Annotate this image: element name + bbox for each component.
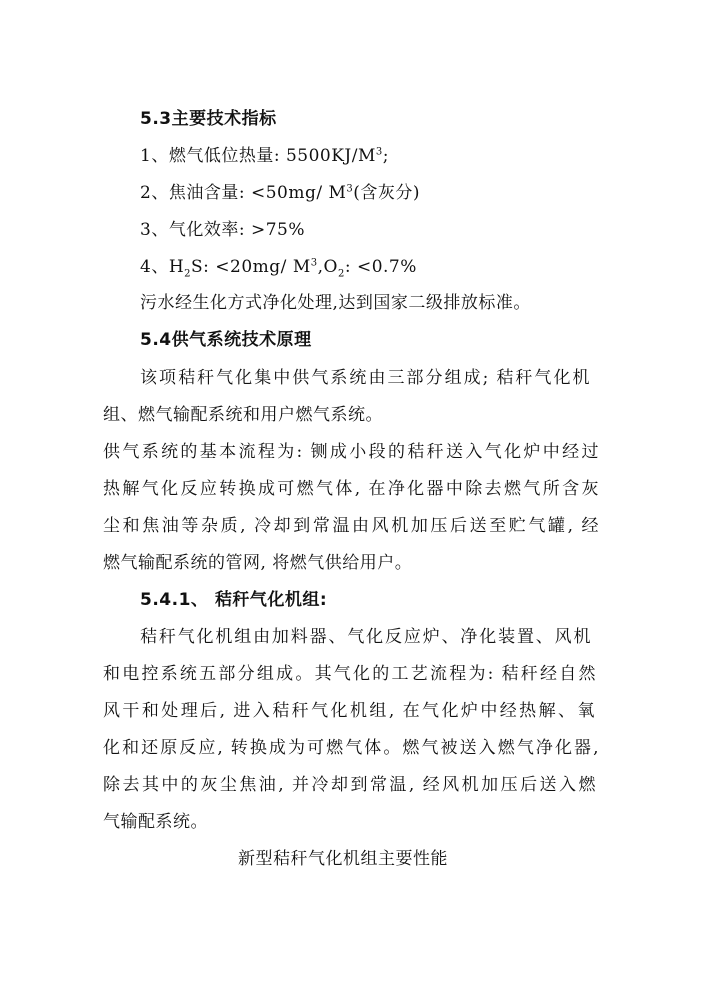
paragraph-line: 组、燃气输配系统和用户燃气系统。 — [103, 405, 383, 425]
spec-tar-content — [140, 182, 420, 204]
paragraph-line: 除去其中的灰尘焦油, 并冷却到常温, 经风机加压后送入燃 — [103, 775, 596, 795]
superscript: 3 — [346, 183, 354, 195]
spec-tar-text: 2、焦油含量: <50mg/ M — [140, 183, 347, 203]
spec-efficiency: 3、气化效率: >75% — [140, 220, 305, 240]
paragraph-line: 化和还原反应, 转换成为可燃气体。燃气被送入燃气净化器, — [103, 738, 599, 758]
spec-heat-value-suffix: ; — [382, 146, 389, 166]
spec-h2s-b: S: <20mg/ M — [191, 257, 311, 277]
paragraph-line: 气输配系统。 — [103, 812, 208, 832]
section-5-4-1-heading: 5.4.1、 秸秆气化机组: — [140, 590, 328, 610]
paragraph-line: 该项秸秆气化集中供气系统由三部分组成; 秸秆气化机 — [140, 368, 590, 388]
superscript: 3 — [310, 257, 318, 269]
sewage-treatment: 污水经生化方式净化处理,达到国家二级排放标准。 — [140, 293, 531, 313]
section-5-4-heading: 5.4供气系统技术原理 — [140, 330, 312, 350]
superscript: 3 — [375, 146, 383, 158]
subscript: 2 — [184, 268, 192, 280]
spec-tar-suffix: (含灰分) — [353, 183, 421, 203]
paragraph-line: 和电控系统五部分组成。其气化的工艺流程为: 秸秆经自然 — [103, 664, 596, 684]
spec-h2s-a: 4、H — [140, 257, 185, 277]
spec-h2s-c: ,O — [317, 257, 338, 277]
spec-h2s — [140, 256, 417, 278]
spec-heat-value — [140, 145, 389, 167]
spec-heat-value-text: 1、燃气低位热量: 5500KJ/M — [140, 146, 376, 166]
paragraph-line: 供气系统的基本流程为: 铡成小段的秸秆送入气化炉中经过 — [103, 442, 599, 462]
paragraph-line: 秸秆气化机组由加料器、气化反应炉、净化装置、风机 — [140, 627, 591, 647]
paragraph-line: 热解气化反应转换成可燃气体, 在净化器中除去燃气所含灰 — [103, 479, 599, 499]
paragraph-line: 燃气输配系统的管网, 将燃气供给用户。 — [103, 553, 413, 573]
paragraph-line: 尘和焦油等杂质, 冷却到常温由风机加压后送至贮气罐, 经 — [103, 516, 599, 536]
spec-h2s-d: : <0.7% — [344, 257, 417, 277]
table-title: 新型秸秆气化机组主要性能 — [238, 849, 448, 869]
section-5-3-heading: 5.3主要技术指标 — [140, 109, 277, 129]
subscript: 2 — [337, 268, 345, 280]
paragraph-line: 风干和处理后, 进入秸秆气化机组, 在气化炉中经热解、氧 — [103, 701, 595, 721]
